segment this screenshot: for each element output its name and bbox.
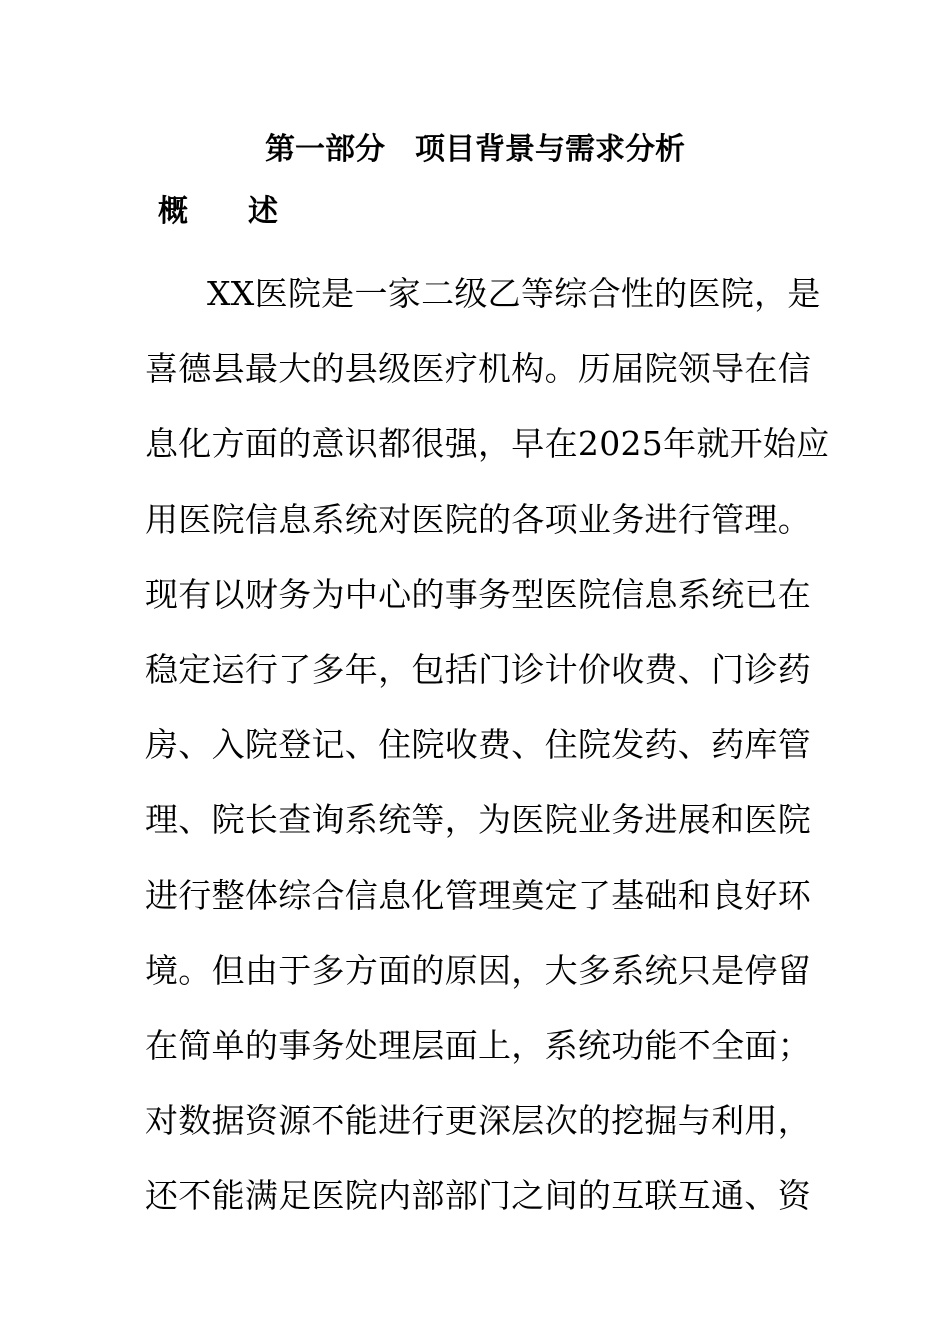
- page-title: 第一部分 项目背景与需求分析: [265, 132, 685, 167]
- paragraph-line: 息化方面的意识都很强，早在2025年就开始应: [145, 424, 830, 464]
- paragraph-line: 喜德县最大的县级医疗机构。历届院领导在信: [145, 349, 811, 389]
- paragraph-line: 在简单的事务处理层面上，系统功能不全面；: [145, 1025, 811, 1065]
- paragraph-body: [145, 266, 830, 1243]
- paragraph-line: 理、院长查询系统等，为医院业务进展和医院: [145, 800, 811, 840]
- paragraph-line: 房、入院登记、住院收费、住院发药、药库管: [145, 725, 811, 765]
- paragraph-line: 还不能满足医院内部部门之间的互联互通、资: [145, 1176, 811, 1216]
- paragraph-line: 现有以财务为中心的事务型医院信息系统已在: [145, 574, 811, 614]
- paragraph-line: 境。但由于多方面的原因，大多系统只是停留: [145, 950, 811, 990]
- paragraph-line: 用医院信息系统对医院的各项业务进行管理。: [145, 499, 811, 539]
- paragraph-line: 进行整体综合信息化管理奠定了基础和良好环: [145, 875, 811, 915]
- paragraph-line: XX医院是一家二级乙等综合性的医院，是: [207, 274, 821, 313]
- section-heading: 概 述: [158, 194, 278, 229]
- paragraph-line: 对数据资源不能进行更深层次的挖掘与利用，: [145, 1101, 811, 1141]
- paragraph-line: 稳定运行了多年，包括门诊计价收费、门诊药: [145, 649, 811, 689]
